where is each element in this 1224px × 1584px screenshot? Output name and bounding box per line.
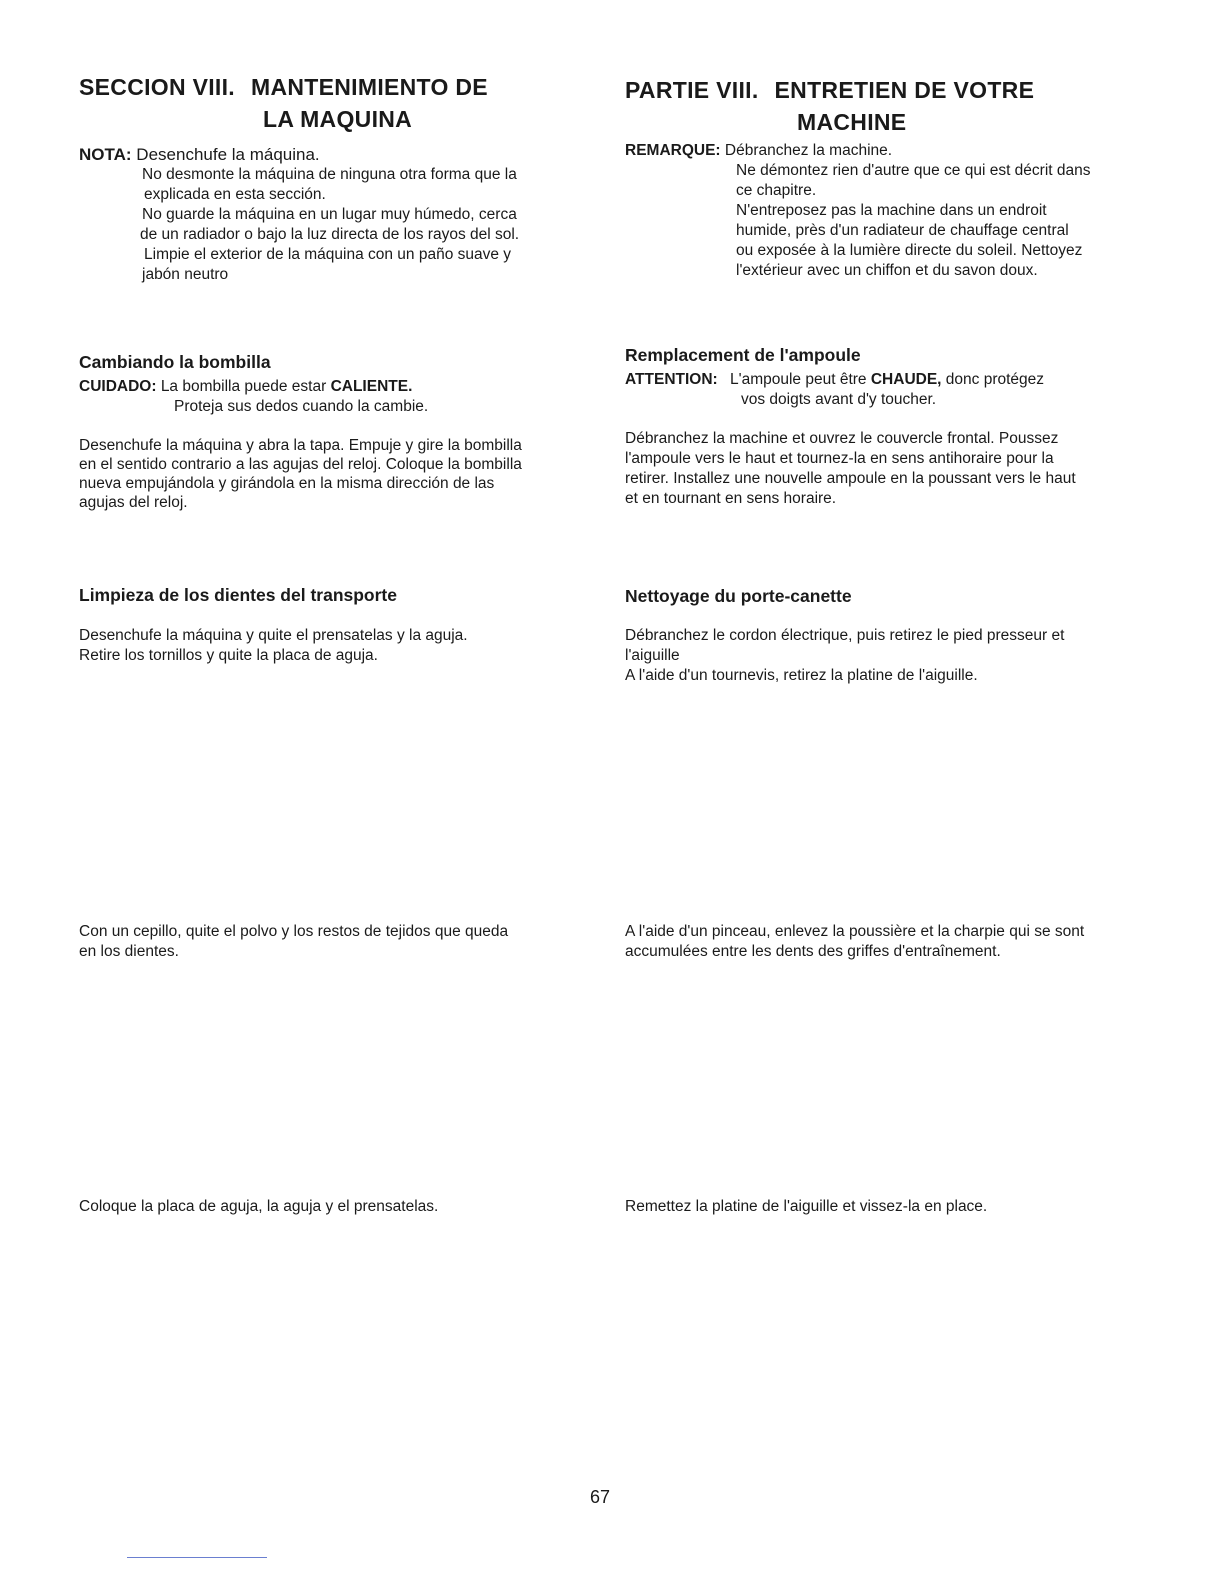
caution-label-fr: ATTENTION: — [625, 371, 718, 388]
feed-step1-fr-line1: Débranchez le cordon électrique, puis retirez le pied presseur et — [625, 627, 1065, 644]
feed-step2-fr-line2: accumulées entre les dents des griffes d'entraînement. — [625, 943, 1001, 960]
note-es-line4: No guarde la máquina en un lugar muy húmedo, cerca — [142, 206, 517, 223]
caution-hot-es: CALIENTE. — [330, 378, 413, 395]
feed-step3-fr: Remettez la platine de l'aiguille et vissez-la en place. — [625, 1198, 988, 1215]
feed-heading-es: Limpieza de los dientes del transporte — [79, 585, 397, 605]
note-es-line5: de un radiador o bajo la luz directa de los rayos del sol. — [140, 226, 520, 243]
section-title-es — [79, 71, 579, 135]
bulb-para-es-line1: Desenchufe la máquina y abra la tapa. Empuje y gire la bombilla — [79, 437, 522, 454]
bulb-para-fr-line3: retirer. Installez une nouvelle ampoule en la poussant vers le haut — [625, 470, 1076, 487]
bulb-paragraph-es — [79, 436, 579, 512]
note-fr-line4: N'entreposez pas la machine dans un endroit — [736, 202, 1047, 219]
caution-hot-fr: CHAUDE, — [870, 371, 942, 388]
bulb-para-fr-line2: l'ampoule vers le haut et tournez-la en sens antihoraire pour la — [625, 450, 1054, 467]
note-fr-line6: ou exposée à la lumière directe du soleil. Nettoyez — [736, 242, 1083, 259]
note-fr-line2: Ne démontez rien d'autre que ce qui est décrit dans — [736, 162, 1091, 179]
feed-step2-fr-line1: A l'aide d'un pinceau, enlevez la poussière et la charpie qui se sont — [625, 923, 1085, 940]
feed-step2-es-line2: en los dientes. — [79, 943, 179, 960]
bulb-para-es-line3: nueva empujándola y girándola en la misma dirección de las — [79, 475, 495, 492]
feed-heading-fr: Nettoyage du porte-canette — [625, 586, 852, 606]
caution-text-fr: L'ampoule peut être — [730, 371, 867, 388]
note-es-line7: jabón neutro — [142, 266, 229, 283]
section-title-es-line2: LA MAQUINA — [263, 106, 413, 132]
note-fr-line7: l'extérieur avec un chiffon et du savon doux. — [736, 262, 1038, 279]
note-fr-line5: humide, près d'un radiateur de chauffage central — [736, 222, 1069, 239]
caution-line2-fr: vos doigts avant d'y toucher. — [741, 391, 937, 408]
note-fr-line1: Débranchez la machine. — [724, 142, 893, 159]
feed-step1-es-line2: Retire los tornillos y quite la placa de aguja. — [79, 647, 378, 664]
caution-line2-es: Proteja sus dedos cuando la cambie. — [174, 398, 429, 415]
section-title-es-line1: MANTENIMIENTO DE — [250, 74, 488, 100]
note-es-line1: Desenchufe la máquina. — [136, 145, 320, 164]
bulb-caution-fr — [625, 370, 1145, 410]
feed-step2-es-line1: Con un cepillo, quite el polvo y los restos de tejidos que queda — [79, 923, 509, 940]
section-number-es: SECCION VIII. — [79, 74, 235, 100]
section-title-fr-line2: MACHINE — [797, 109, 907, 135]
footer-rule — [127, 1557, 267, 1558]
bulb-caution-es — [79, 377, 579, 417]
feed-step2-es — [79, 922, 579, 962]
note-es-line2: No desmonte la máquina de ninguna otra forma que la — [142, 166, 517, 183]
feed-step1-fr-line2: l'aiguille — [625, 647, 680, 664]
feed-step1-es-line1: Desenchufe la máquina y quite el prensatelas y la aguja. — [79, 627, 468, 644]
caution-label-es: CUIDADO: — [79, 378, 157, 395]
feed-step1-fr-line3: A l'aide d'un tournevis, retirez la platine de l'aiguille. — [625, 667, 978, 684]
note-es — [79, 145, 579, 285]
bulb-para-es-line2: en el sentido contrario a las agujas del reloj. Coloque la bombilla — [79, 456, 522, 473]
bulb-paragraph-fr — [625, 429, 1145, 509]
note-es-line6: Limpie el exterior de la máquina con un paño suave y — [144, 246, 512, 263]
feed-step3-es: Coloque la placa de aguja, la aguja y el prensatelas. — [79, 1198, 439, 1215]
note-es-line3: explicada en esta sección. — [144, 186, 326, 203]
bulb-para-fr-line1: Débranchez la machine et ouvrez le couvercle frontal. Poussez — [625, 430, 1059, 447]
feed-step1-es — [79, 626, 579, 666]
section-title-fr — [625, 74, 1145, 138]
note-label-es: NOTA: — [79, 145, 132, 164]
caution-text-es: La bombilla puede estar — [160, 378, 327, 395]
bulb-para-fr-line4: et en tournant en sens horaire. — [625, 490, 837, 507]
feed-step1-fr — [625, 626, 1145, 686]
note-fr-line3: ce chapitre. — [736, 182, 817, 199]
bulb-para-es-line4: agujas del reloj. — [79, 494, 188, 511]
feed-step2-fr — [625, 922, 1145, 962]
section-title-fr-line1: ENTRETIEN DE VOTRE — [774, 77, 1035, 103]
section-number-fr: PARTIE VIII. — [625, 77, 759, 103]
caution-rest-fr: donc protégez — [945, 371, 1045, 388]
bulb-heading-es: Cambiando la bombilla — [79, 352, 271, 372]
note-label-fr: REMARQUE: — [625, 142, 721, 159]
page-number: 67 — [590, 1487, 611, 1507]
note-fr — [625, 141, 1145, 281]
bulb-heading-fr: Remplacement de l'ampoule — [625, 345, 861, 365]
